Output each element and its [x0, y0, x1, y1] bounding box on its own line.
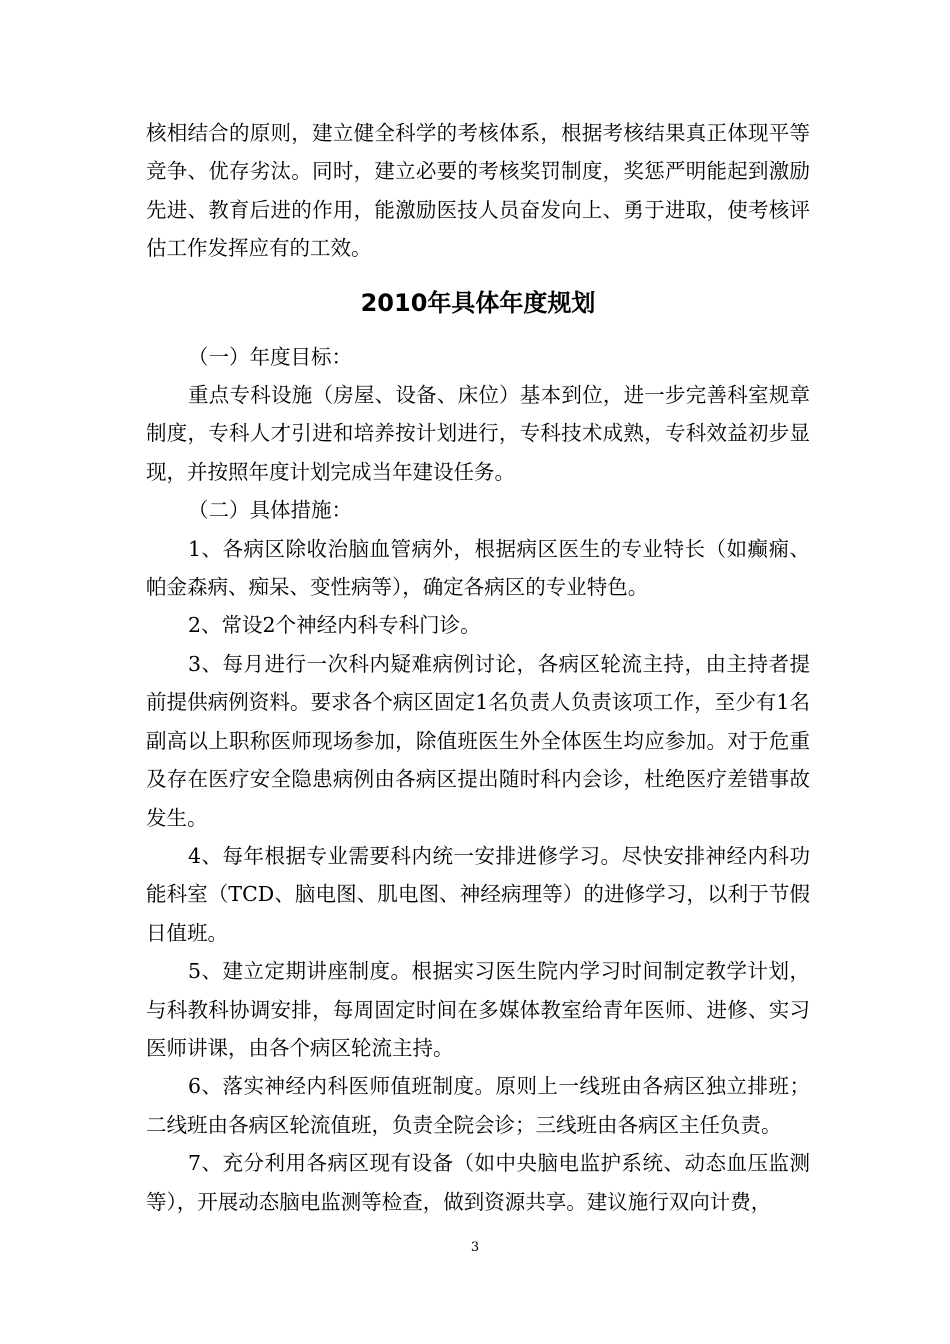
- page-number: 3: [470, 1240, 480, 1255]
- paragraph-annual-goal-heading: （一）年度目标：: [188, 344, 352, 369]
- paragraph-measure-2: 2、常设2个神经内科专科门诊。: [188, 613, 481, 638]
- section-title: 2010年具体年度规划: [360, 288, 596, 317]
- paragraph-measure-4: 4、每年根据专业需要科内统一安排进修学习。尽快安排神经内科功能科室（TCD、脑电图、肌电图、神经病理等）的进修学习，以利于节假日值班。: [146, 843, 810, 945]
- paragraph-measures-heading: （二）具体措施：: [188, 498, 352, 523]
- paragraph-measure-1: 1、各病区除收治脑血管病外，根据病区医生的专业特长（如癫痫、帕金森病、痴呆、变性病等），确定各病区的专业特色。: [146, 536, 810, 600]
- paragraph-measure-7: 7、充分利用各病区现有设备（如中央脑电监护系统、动态血压监测等），开展动态脑电监测等检查，做到资源共享。建议施行双向计费，: [146, 1151, 810, 1214]
- page-content: [146, 114, 810, 1221]
- paragraph-measure-5: 5、建立定期讲座制度。根据实习医生院内学习时间制定教学计划，与科教科协调安排，每周固定时间在多媒体教室给青年医师、进修、实习医师讲课，由各个病区轮流主持。: [146, 959, 810, 1060]
- paragraph-continued: 核相结合的原则，建立健全科学的考核体系，根据考核结果真正体现平等竞争、优存劣汰。同时，建立必要的考核奖罚制度，奖惩严明能起到激励先进、教育后进的作用，能激励医技人员奋发向上、勇于进取，使考核评估工作发挥应有的工效。: [146, 121, 810, 261]
- paragraph-measure-6: 6、落实神经内科医师值班制度。原则上一线班由各病区独立排班；二线班由各病区轮流值班，负责全院会诊；三线班由各病区主任负责。: [146, 1074, 810, 1137]
- paragraph-measure-3: 3、每月进行一次科内疑难病例讨论，各病区轮流主持，由主持者提前提供病例资料。要求各个病区固定1名负责人负责该项工作，至少有1名副高以上职称医师现场参加，除值班医生外全体医生均应参加。对于危重及存在医疗安全隐患病例由各病区提出随时科内会诊，杜绝医疗差错事故发生。: [146, 651, 810, 830]
- paragraph-annual-goal: 重点专科设施（房屋、设备、床位）基本到位，进一步完善科室规章制度，专科人才引进和培养按计划进行，专科技术成熟，专科效益初步显现，并按照年度计划完成当年建设任务。: [146, 383, 810, 484]
